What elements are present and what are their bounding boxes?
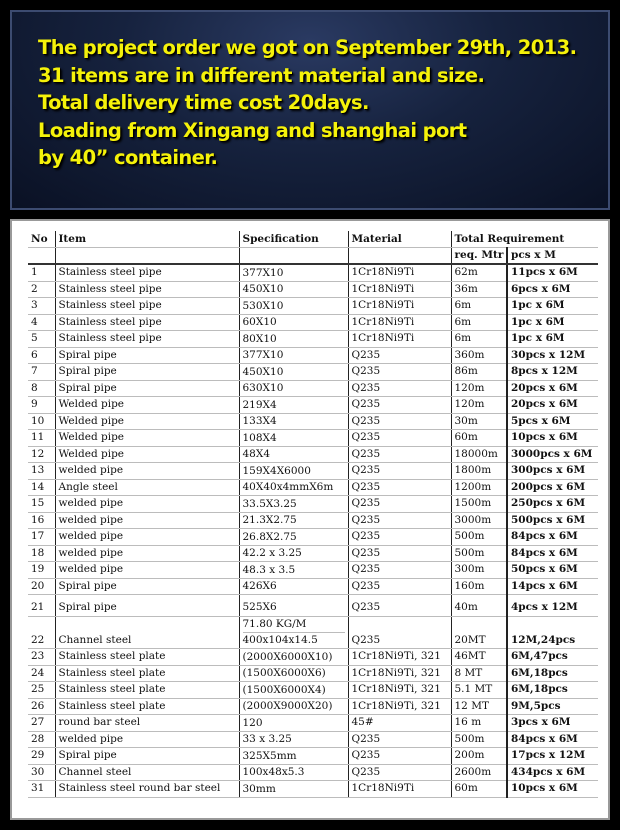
row-item: Angle steel xyxy=(55,479,239,496)
row-item: Spiral pipe xyxy=(55,578,239,595)
row-no: 20 xyxy=(28,578,55,595)
row-material: 1Cr18Ni9Ti, 321 xyxy=(348,682,451,699)
table-header-row xyxy=(28,231,598,248)
row-item: Welded pipe xyxy=(55,446,239,463)
table-row xyxy=(28,578,598,595)
row-item: Stainless steel plate xyxy=(55,649,239,666)
row-no: 27 xyxy=(28,715,55,732)
table-row xyxy=(28,617,598,649)
table-row xyxy=(28,331,598,348)
row-no: 2 xyxy=(28,281,55,298)
row-no: 11 xyxy=(28,430,55,447)
row-req-mtr: 500m xyxy=(451,545,507,562)
row-specification: (1500X6000X4) xyxy=(239,682,348,699)
row-pcs-x-m: 20pcs x 6M xyxy=(507,380,598,397)
table-row xyxy=(28,314,598,331)
row-item: round bar steel xyxy=(55,715,239,732)
row-specification: 325X5mm xyxy=(239,748,348,765)
row-item: Welded pipe xyxy=(55,430,239,447)
row-pcs-x-m: 84pcs x 6M xyxy=(507,529,598,546)
banner-line-loading-port: Loading from Xingang and shanghai port xyxy=(38,118,467,142)
row-material: 45# xyxy=(348,715,451,732)
row-no: 10 xyxy=(28,413,55,430)
row-material: 1Cr18Ni9Ti xyxy=(348,281,451,298)
table-row xyxy=(28,698,598,715)
row-req-mtr: 160m xyxy=(451,578,507,595)
table-row xyxy=(28,682,598,699)
banner-line-order-date: The project order we got on September 29th, 2013. xyxy=(38,36,577,59)
row-req-mtr: 30m xyxy=(451,413,507,430)
row-specification: 450X10 xyxy=(239,364,348,381)
row-item: Stainless steel plate xyxy=(55,698,239,715)
header-pcs-x-m: pcs x M xyxy=(507,248,598,265)
row-pcs-x-m: 11pcs x 6M xyxy=(507,264,598,281)
table-row xyxy=(28,731,598,748)
row-material: 1Cr18Ni9Ti xyxy=(348,264,451,281)
row-specification: 450X10 xyxy=(239,281,348,298)
row-no: 6 xyxy=(28,347,55,364)
row-pcs-x-m: 8pcs x 12M xyxy=(507,364,598,381)
row-no: 22 xyxy=(28,617,55,649)
table-row xyxy=(28,496,598,513)
row-pcs-x-m: 50pcs x 6M xyxy=(507,562,598,579)
row-pcs-x-m: 84pcs x 6M xyxy=(507,545,598,562)
row-no: 8 xyxy=(28,380,55,397)
row-material: 1Cr18Ni9Ti xyxy=(348,298,451,315)
row-req-mtr: 86m xyxy=(451,364,507,381)
row-specification: 48X4 xyxy=(239,446,348,463)
row-req-mtr: 1200m xyxy=(451,479,507,496)
row-specification: 530X10 xyxy=(239,298,348,315)
row-item: Spiral pipe xyxy=(55,364,239,381)
row-specification: 426X6 xyxy=(239,578,348,595)
table-row xyxy=(28,665,598,682)
row-material: 1Cr18Ni9Ti, 321 xyxy=(348,649,451,666)
table-row xyxy=(28,529,598,546)
row-req-mtr: 46MT xyxy=(451,649,507,666)
row-specification: 133X4 xyxy=(239,413,348,430)
row-item: welded pipe xyxy=(55,545,239,562)
row-material: Q235 xyxy=(348,764,451,781)
row-item: Spiral pipe xyxy=(55,748,239,765)
row-no: 15 xyxy=(28,496,55,513)
row-item: Stainless steel pipe xyxy=(55,264,239,281)
row-no: 7 xyxy=(28,364,55,381)
row-specification: (2000X9000X20) xyxy=(239,698,348,715)
row-req-mtr: 500m xyxy=(451,731,507,748)
row-req-mtr: 1500m xyxy=(451,496,507,513)
row-req-mtr: 1800m xyxy=(451,463,507,480)
row-item: Stainless steel pipe xyxy=(55,298,239,315)
row-material: 1Cr18Ni9Ti, 321 xyxy=(348,665,451,682)
row-item: Spiral pipe xyxy=(55,380,239,397)
header-material: Material xyxy=(348,231,451,248)
row-item: Stainless steel plate xyxy=(55,682,239,699)
row-item: welded pipe xyxy=(55,496,239,513)
table-subheader-row xyxy=(28,248,598,265)
row-pcs-x-m: 84pcs x 6M xyxy=(507,731,598,748)
row-material: 1Cr18Ni9Ti, 321 xyxy=(348,698,451,715)
row-item: welded pipe xyxy=(55,512,239,529)
row-specification: (2000X6000X10) xyxy=(239,649,348,666)
row-no: 18 xyxy=(28,545,55,562)
row-pcs-x-m: 30pcs x 12M xyxy=(507,347,598,364)
row-material: Q235 xyxy=(348,463,451,480)
table-row xyxy=(28,380,598,397)
row-req-mtr: 40m xyxy=(451,595,507,617)
row-req-mtr: 120m xyxy=(451,380,507,397)
row-no: 19 xyxy=(28,562,55,579)
order-table-panel xyxy=(10,219,610,820)
row-specification: 159X4X6000 xyxy=(239,463,348,480)
row-pcs-x-m: 250pcs x 6M xyxy=(507,496,598,513)
header-item: Item xyxy=(55,231,239,248)
row-pcs-x-m: 3000pcs x 6M xyxy=(507,446,598,463)
row-no: 31 xyxy=(28,781,55,798)
row-pcs-x-m: 4pcs x 12M xyxy=(507,595,598,617)
row-item: Spiral pipe xyxy=(55,595,239,617)
row-pcs-x-m: 434pcs x 6M xyxy=(507,764,598,781)
row-req-mtr: 60m xyxy=(451,430,507,447)
row-pcs-x-m: 500pcs x 6M xyxy=(507,512,598,529)
row-specification: 40X40x4mmX6m xyxy=(239,479,348,496)
row-no: 28 xyxy=(28,731,55,748)
row-material: Q235 xyxy=(348,397,451,414)
row-pcs-x-m: 9M,5pcs xyxy=(507,698,598,715)
row-specification: 48.3 x 3.5 xyxy=(239,562,348,579)
row-pcs-x-m: 1pc x 6M xyxy=(507,331,598,348)
row-pcs-x-m: 12M,24pcs xyxy=(507,617,598,649)
row-specification: 26.8X2.75 xyxy=(239,529,348,546)
header-req-mtr: req. Mtr xyxy=(451,248,507,265)
row-req-mtr: 6m xyxy=(451,298,507,315)
row-material: 1Cr18Ni9Ti xyxy=(348,781,451,798)
row-specification: 630X10 xyxy=(239,380,348,397)
row-req-mtr: 6m xyxy=(451,314,507,331)
row-specification xyxy=(239,617,348,649)
row-pcs-x-m: 3pcs x 6M xyxy=(507,715,598,732)
row-req-mtr: 18000m xyxy=(451,446,507,463)
table-row xyxy=(28,281,598,298)
row-req-mtr: 12 MT xyxy=(451,698,507,715)
row-req-mtr: 2600m xyxy=(451,764,507,781)
row-item: Stainless steel plate xyxy=(55,665,239,682)
row-material: Q235 xyxy=(348,380,451,397)
row-pcs-x-m: 14pcs x 6M xyxy=(507,578,598,595)
row-no: 24 xyxy=(28,665,55,682)
row-item: Channel steel xyxy=(55,764,239,781)
row-no: 21 xyxy=(28,595,55,617)
table-row xyxy=(28,446,598,463)
row-item: Stainless steel pipe xyxy=(55,281,239,298)
table-row xyxy=(28,562,598,579)
row-material: Q235 xyxy=(348,446,451,463)
row-material: Q235 xyxy=(348,731,451,748)
row-material: Q235 xyxy=(348,562,451,579)
row-material: Q235 xyxy=(348,430,451,447)
row-pcs-x-m: 1pc x 6M xyxy=(507,298,598,315)
row-material: Q235 xyxy=(348,413,451,430)
table-row xyxy=(28,748,598,765)
row-req-mtr: 62m xyxy=(451,264,507,281)
row-no: 16 xyxy=(28,512,55,529)
row-no: 3 xyxy=(28,298,55,315)
row-no: 14 xyxy=(28,479,55,496)
row-material: Q235 xyxy=(348,545,451,562)
row-no: 26 xyxy=(28,698,55,715)
spec-line: 71.80 KG/M xyxy=(243,617,345,633)
header-total-requirement: Total Requirement xyxy=(451,231,598,248)
row-req-mtr: 500m xyxy=(451,529,507,546)
row-no: 1 xyxy=(28,264,55,281)
row-material: Q235 xyxy=(348,748,451,765)
row-item: welded pipe xyxy=(55,463,239,480)
row-req-mtr: 6m xyxy=(451,331,507,348)
row-pcs-x-m: 20pcs x 6M xyxy=(507,397,598,414)
row-pcs-x-m: 300pcs x 6M xyxy=(507,463,598,480)
row-specification: 42.2 x 3.25 xyxy=(239,545,348,562)
table-row xyxy=(28,512,598,529)
banner-line-container: by 40” container. xyxy=(38,146,218,169)
banner-line-delivery-time: Total delivery time cost 20days. xyxy=(38,91,369,114)
row-req-mtr: 3000m xyxy=(451,512,507,529)
row-specification: 21.3X2.75 xyxy=(239,512,348,529)
row-no: 17 xyxy=(28,529,55,546)
row-no: 9 xyxy=(28,397,55,414)
row-material: Q235 xyxy=(348,578,451,595)
table-row xyxy=(28,364,598,381)
row-material: Q235 xyxy=(348,512,451,529)
row-req-mtr: 5.1 MT xyxy=(451,682,507,699)
table-body xyxy=(28,264,598,797)
row-no: 12 xyxy=(28,446,55,463)
row-pcs-x-m: 6M,18pcs xyxy=(507,682,598,699)
row-pcs-x-m: 10pcs x 6M xyxy=(507,781,598,798)
row-specification: (1500X6000X6) xyxy=(239,665,348,682)
row-specification: 60X10 xyxy=(239,314,348,331)
row-material: Q235 xyxy=(348,529,451,546)
table-row xyxy=(28,764,598,781)
row-pcs-x-m: 10pcs x 6M xyxy=(507,430,598,447)
row-material: 1Cr18Ni9Ti xyxy=(348,314,451,331)
table-row xyxy=(28,430,598,447)
row-specification: 377X10 xyxy=(239,347,348,364)
announcement-banner xyxy=(10,10,610,210)
row-req-mtr: 36m xyxy=(451,281,507,298)
row-item: welded pipe xyxy=(55,529,239,546)
row-specification: 33 x 3.25 xyxy=(239,731,348,748)
row-material: Q235 xyxy=(348,347,451,364)
row-item: Stainless steel pipe xyxy=(55,331,239,348)
row-material: Q235 xyxy=(348,479,451,496)
row-specification: 525X6 xyxy=(239,595,348,617)
row-material: Q235 xyxy=(348,496,451,513)
row-material: Q235 xyxy=(348,364,451,381)
table-row xyxy=(28,479,598,496)
row-pcs-x-m: 17pcs x 12M xyxy=(507,748,598,765)
row-req-mtr: 300m xyxy=(451,562,507,579)
row-item: Stainless steel round bar steel xyxy=(55,781,239,798)
row-pcs-x-m: 200pcs x 6M xyxy=(507,479,598,496)
row-pcs-x-m: 6M,47pcs xyxy=(507,649,598,666)
table-row xyxy=(28,463,598,480)
row-req-mtr: 200m xyxy=(451,748,507,765)
row-item: Welded pipe xyxy=(55,397,239,414)
table-row xyxy=(28,347,598,364)
table-row xyxy=(28,715,598,732)
banner-line-items: 31 items are in different material and size. xyxy=(38,63,485,87)
row-material: Q235 xyxy=(348,617,451,649)
row-specification: 30mm xyxy=(239,781,348,798)
row-req-mtr: 20MT xyxy=(451,617,507,649)
row-req-mtr: 120m xyxy=(451,397,507,414)
row-item: Stainless steel pipe xyxy=(55,314,239,331)
row-item: Welded pipe xyxy=(55,413,239,430)
row-material: Q235 xyxy=(348,595,451,617)
table-row xyxy=(28,264,598,281)
order-table xyxy=(28,231,598,798)
row-item: welded pipe xyxy=(55,562,239,579)
row-no: 23 xyxy=(28,649,55,666)
table-row xyxy=(28,545,598,562)
row-req-mtr: 16 m xyxy=(451,715,507,732)
row-item: welded pipe xyxy=(55,731,239,748)
table-row xyxy=(28,413,598,430)
row-no: 30 xyxy=(28,764,55,781)
table-row xyxy=(28,397,598,414)
row-specification: 33.5X3.25 xyxy=(239,496,348,513)
row-req-mtr: 60m xyxy=(451,781,507,798)
row-req-mtr: 360m xyxy=(451,347,507,364)
row-specification: 219X4 xyxy=(239,397,348,414)
row-specification: 120 xyxy=(239,715,348,732)
table-row xyxy=(28,781,598,798)
row-item: Spiral pipe xyxy=(55,347,239,364)
spec-line: 400x104x14.5 xyxy=(242,634,318,646)
header-no: No xyxy=(28,231,55,248)
row-pcs-x-m: 6pcs x 6M xyxy=(507,281,598,298)
row-specification: 100x48x5.3 xyxy=(239,764,348,781)
row-specification: 80X10 xyxy=(239,331,348,348)
row-pcs-x-m: 6M,18pcs xyxy=(507,665,598,682)
header-specification: Specification xyxy=(239,231,348,248)
row-specification: 108X4 xyxy=(239,430,348,447)
row-no: 29 xyxy=(28,748,55,765)
row-material: 1Cr18Ni9Ti xyxy=(348,331,451,348)
row-item: Channel steel xyxy=(55,617,239,649)
row-pcs-x-m: 1pc x 6M xyxy=(507,314,598,331)
row-no: 13 xyxy=(28,463,55,480)
row-no: 25 xyxy=(28,682,55,699)
table-row xyxy=(28,298,598,315)
row-specification: 377X10 xyxy=(239,264,348,281)
table-row xyxy=(28,649,598,666)
row-pcs-x-m: 5pcs x 6M xyxy=(507,413,598,430)
row-no: 5 xyxy=(28,331,55,348)
table-row xyxy=(28,595,598,617)
row-no: 4 xyxy=(28,314,55,331)
row-req-mtr: 8 MT xyxy=(451,665,507,682)
